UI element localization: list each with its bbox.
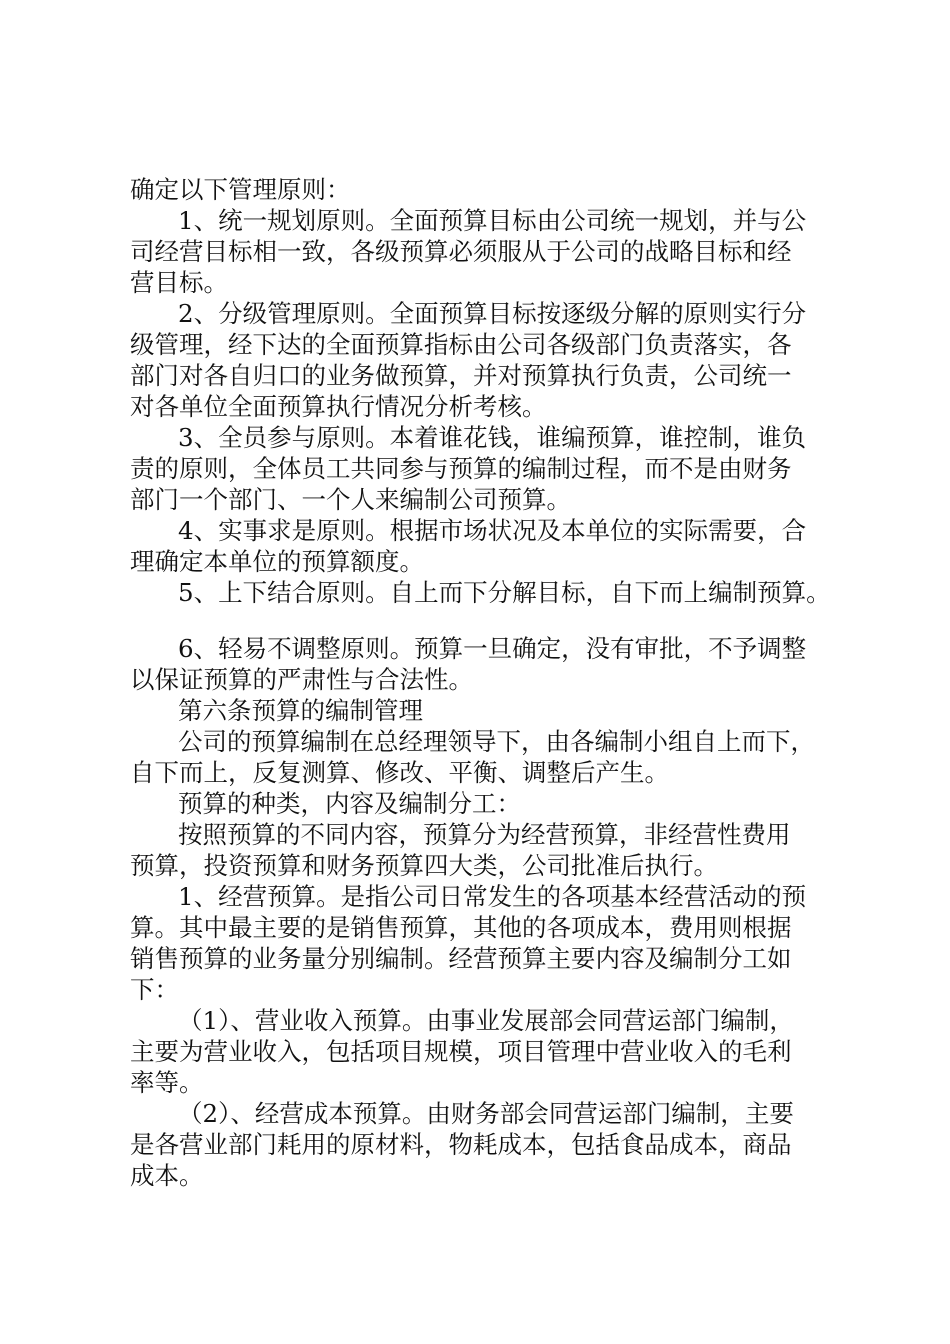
principle-1-line-2: 司经营目标相一致，各级预算必须服从于公司的战略目标和经 (130, 237, 792, 266)
budget-categories-line-1: 按照预算的不同内容，预算分为经营预算，非经营性费用 (178, 820, 791, 849)
cost-budget-line-1: （2）、经营成本预算。由财务部会同营运部门编制，主要 (178, 1099, 794, 1128)
operating-budget-line-4: 下： (130, 975, 179, 1004)
principle-2-line-4: 对各单位全面预算执行情况分析考核。 (130, 392, 547, 421)
principle-4-line-2: 理确定本单位的预算额度。 (130, 547, 424, 576)
principle-3-line-3: 部门一个部门、一个人来编制公司预算。 (130, 485, 571, 514)
revenue-budget-line-1: （1）、营业收入预算。由事业发展部会同营运部门编制， (178, 1006, 794, 1035)
budget-preparation-line-1: 公司的预算编制在总经理领导下，由各编制小组自上而下， (178, 727, 815, 756)
operating-budget-line-1: 1、经营预算。是指公司日常发生的各项基本经营活动的预 (178, 882, 807, 911)
cost-budget-line-2: 是各营业部门耗用的原材料，物耗成本，包括食品成本，商品 (130, 1130, 792, 1159)
principle-2-line-1: 2、分级管理原则。全面预算目标按逐级分解的原则实行分 (178, 299, 807, 328)
principle-6-line-2: 以保证预算的严肃性与合法性。 (130, 665, 473, 694)
budget-types-heading: 预算的种类，内容及编制分工： (178, 789, 521, 818)
article-6-heading: 第六条预算的编制管理 (178, 696, 423, 725)
principle-3-line-1: 3、全员参与原则。本着谁花钱，谁编预算，谁控制，谁负 (178, 423, 807, 452)
paragraph-intro-line: 确定以下管理原则： (130, 175, 351, 204)
principle-3-line-2: 责的原则，全体员工共同参与预算的编制过程，而不是由财务 (130, 454, 792, 483)
budget-preparation-line-2: 自下而上，反复测算、修改、平衡、调整后产生。 (130, 758, 669, 787)
principle-2-line-3: 部门对各自归口的业务做预算，并对预算执行负责，公司统一 (130, 361, 792, 390)
revenue-budget-line-2: 主要为营业收入，包括项目规模，项目管理中营业收入的毛利 (130, 1037, 792, 1066)
cost-budget-line-3: 成本。 (130, 1161, 204, 1190)
principle-4-line-1: 4、实事求是原则。根据市场状况及本单位的实际需要，合 (178, 516, 807, 545)
operating-budget-line-2: 算。其中最主要的是销售预算，其他的各项成本，费用则根据 (130, 913, 792, 942)
principle-1-line-1: 1、统一规划原则。全面预算目标由公司统一规划，并与公 (178, 206, 807, 235)
revenue-budget-line-3: 率等。 (130, 1068, 204, 1097)
budget-categories-line-2: 预算，投资预算和财务预算四大类，公司批准后执行。 (130, 851, 718, 880)
operating-budget-line-3: 销售预算的业务量分别编制。经营预算主要内容及编制分工如 (130, 944, 792, 973)
principle-1-line-3: 营目标。 (130, 268, 228, 297)
principle-2-line-2: 级管理，经下达的全面预算指标由公司各级部门负责落实，各 (130, 330, 792, 359)
principle-6-line-1: 6、轻易不调整原则。预算一旦确定，没有审批，不予调整 (178, 634, 807, 663)
principle-5-line-1: 5、上下结合原则。自上而下分解目标，自下而上编制预算。 (178, 578, 831, 607)
